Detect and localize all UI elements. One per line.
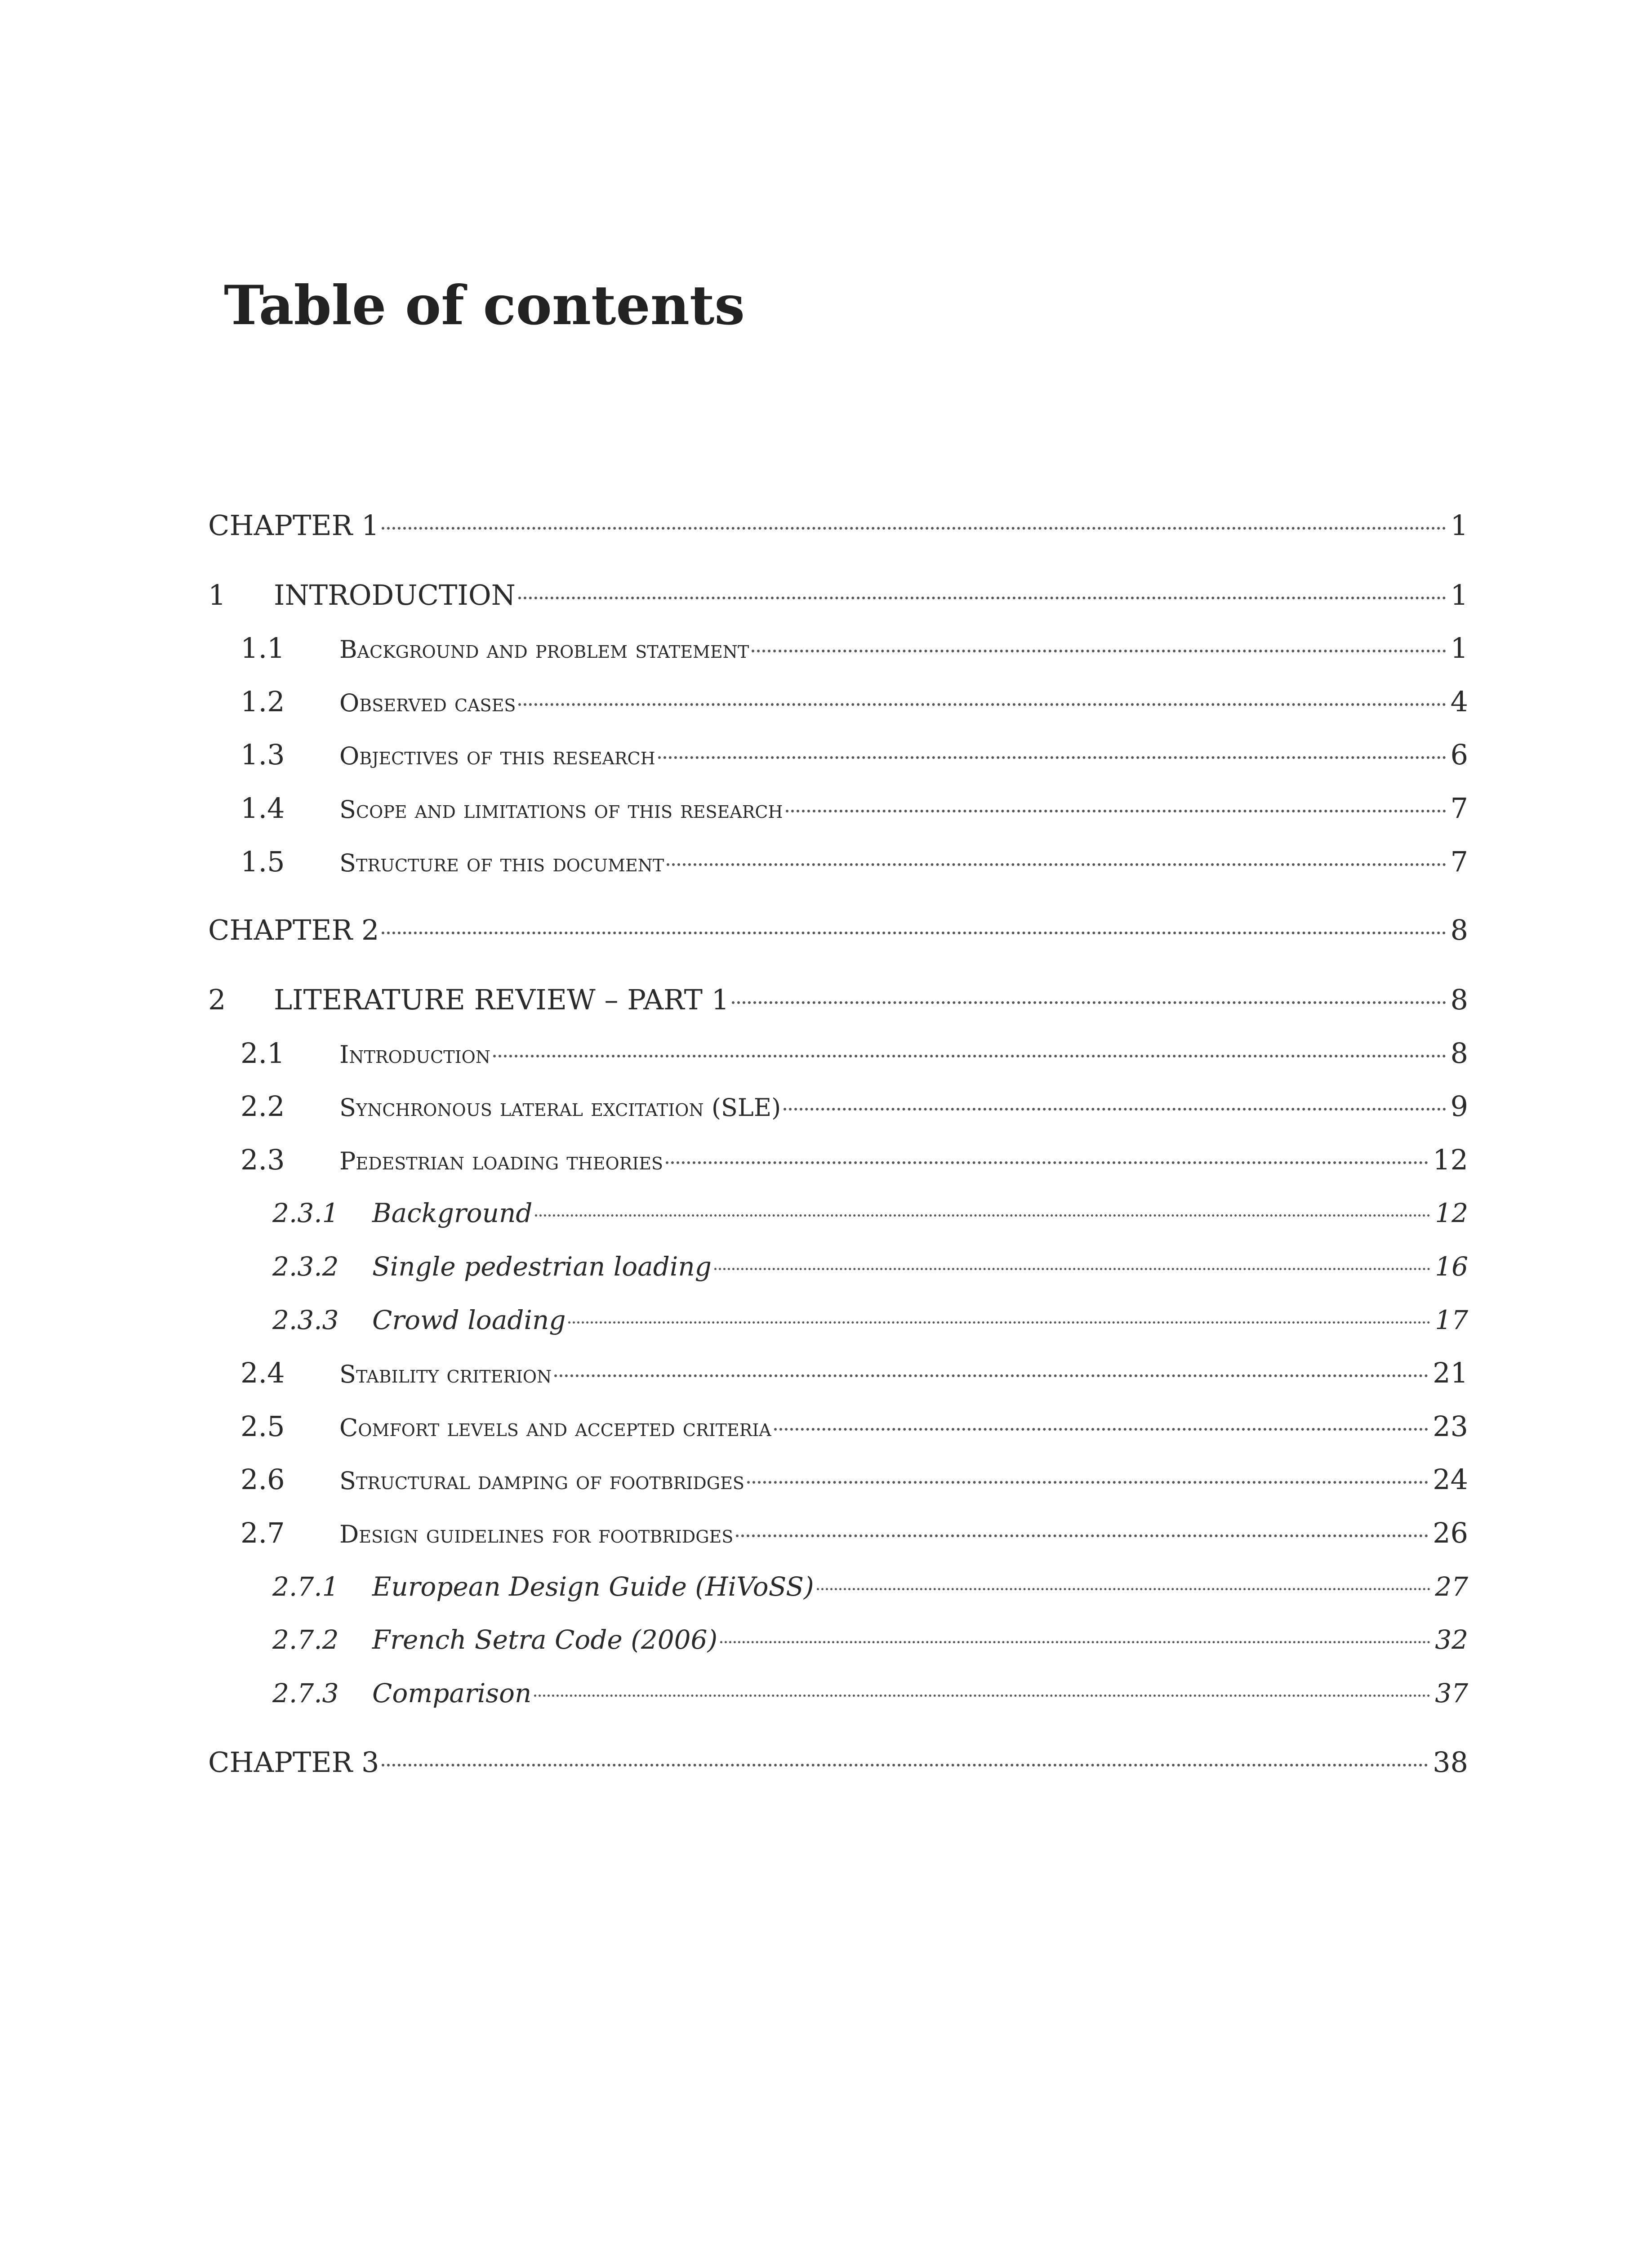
toc-entry-page: 7	[1450, 792, 1468, 825]
dot-leader	[786, 810, 1446, 812]
toc-entry-2-2[interactable]	[240, 1086, 1468, 1127]
toc-entry-title: Objectives of this research	[339, 742, 655, 770]
toc-entry-page: 38	[1433, 1746, 1468, 1779]
dot-leader	[658, 756, 1446, 759]
dot-leader	[752, 650, 1446, 652]
toc-entry-page: 12	[1433, 1143, 1468, 1176]
toc-entry-number: 2.6	[240, 1463, 285, 1496]
toc-entry-title: CHAPTER 3	[208, 1746, 379, 1779]
toc-entry-title: Pedestrian loading theories	[339, 1147, 663, 1175]
toc-entry-number: 2.1	[240, 1037, 285, 1070]
toc-entry-2-3-2[interactable]	[272, 1246, 1468, 1287]
toc-entry-page: 32	[1435, 1624, 1468, 1655]
toc-entry-number: 2.5	[240, 1410, 285, 1443]
dot-leader	[382, 527, 1446, 530]
dot-leader	[534, 1695, 1430, 1697]
toc-entry-number: 1	[208, 579, 226, 611]
dot-leader	[736, 1534, 1428, 1537]
dot-leader	[720, 1641, 1430, 1643]
toc-entry-page: 16	[1435, 1251, 1468, 1282]
toc-entry-title: Structural damping of footbridges	[339, 1467, 744, 1495]
toc-entry-page: 9	[1450, 1090, 1468, 1123]
toc-entry-number: 1.3	[240, 738, 285, 771]
toc-entry-2-1[interactable]	[240, 1033, 1468, 1074]
toc-entry-2-7[interactable]	[240, 1513, 1468, 1553]
toc-entry-page: 26	[1433, 1517, 1468, 1549]
toc-entry-number: 2.7.1	[272, 1571, 339, 1602]
toc-entry-number: 2.3.1	[272, 1198, 339, 1228]
toc-entry-page: 4	[1450, 685, 1468, 718]
toc-entry-page: 21	[1433, 1356, 1468, 1389]
toc-entry-1[interactable]	[208, 575, 1468, 616]
toc-entry-2-3-1[interactable]	[272, 1193, 1468, 1233]
toc-entry-number: 2.4	[240, 1356, 285, 1389]
toc-entry-chapter-1[interactable]	[208, 505, 1468, 546]
dot-leader	[747, 1481, 1428, 1484]
toc-entry-number: 1.5	[240, 845, 285, 878]
toc-entry-title: Introduction	[339, 1040, 491, 1069]
toc-entry-title: LITERATURE REVIEW – PART 1	[274, 983, 730, 1016]
toc-entry-2-5[interactable]	[240, 1406, 1468, 1447]
dot-leader	[667, 863, 1446, 866]
toc-entry-2-6[interactable]	[240, 1459, 1468, 1500]
dot-leader	[535, 1214, 1430, 1217]
toc-entry-number: 1.4	[240, 792, 285, 825]
toc-entry-title: Background and problem statement	[339, 635, 749, 664]
toc-entry-title: Scope and limitations of this research	[339, 795, 783, 824]
dot-leader	[732, 1001, 1446, 1004]
dot-leader	[784, 1108, 1446, 1111]
page-title: Table of contents	[224, 274, 745, 337]
toc-entry-number: 2.7.2	[272, 1624, 339, 1655]
toc-entry-page: 7	[1450, 845, 1468, 878]
toc-entry-page: 23	[1433, 1410, 1468, 1443]
dot-leader	[382, 1764, 1428, 1766]
toc-entry-number: 2.7	[240, 1517, 285, 1549]
dot-leader	[817, 1588, 1431, 1590]
toc-entry-number: 2.7.3	[272, 1678, 339, 1708]
toc-entry-page: 27	[1435, 1571, 1468, 1602]
toc-entry-title: Comfort levels and accepted criteria	[339, 1414, 771, 1442]
dot-leader	[554, 1374, 1428, 1377]
toc-entry-title: Crowd loading	[372, 1305, 566, 1335]
toc-entry-2-7-2[interactable]	[272, 1619, 1468, 1660]
toc-entry-2[interactable]	[208, 980, 1468, 1020]
toc-entry-number: 2.3.3	[272, 1305, 339, 1335]
toc-entry-title: Structure of this document	[339, 849, 664, 877]
dot-leader	[518, 703, 1446, 706]
toc-entry-2-3-3[interactable]	[272, 1300, 1468, 1340]
toc-entry-chapter-2[interactable]	[208, 910, 1468, 950]
dot-leader	[493, 1055, 1446, 1057]
dot-leader	[714, 1268, 1430, 1270]
toc-entry-page: 8	[1450, 983, 1468, 1016]
toc-entry-title: CHAPTER 2	[208, 914, 379, 946]
toc-entry-title: CHAPTER 1	[208, 509, 379, 542]
toc-entry-page: 1	[1450, 509, 1468, 542]
dot-leader	[568, 1321, 1430, 1324]
toc-entry-page: 8	[1450, 1037, 1468, 1070]
toc-entry-page: 1	[1450, 579, 1468, 611]
toc-entry-number: 2.2	[240, 1090, 285, 1123]
toc-entry-title: Background	[372, 1198, 533, 1228]
toc-entry-chapter-3[interactable]	[208, 1742, 1468, 1783]
toc-entry-title: Stability criterion	[339, 1360, 552, 1388]
toc-entry-2-7-1[interactable]	[272, 1566, 1468, 1607]
toc-entry-page: 12	[1435, 1198, 1468, 1228]
toc-entry-title: European Design Guide (HiVoSS)	[372, 1571, 814, 1602]
dot-leader	[382, 932, 1446, 934]
toc-entry-1-4[interactable]	[240, 788, 1468, 829]
dot-leader	[774, 1428, 1428, 1431]
toc-entry-title: Design guidelines for footbridges	[339, 1520, 734, 1548]
toc-entry-1-5[interactable]	[240, 842, 1468, 882]
toc-entry-page: 37	[1435, 1678, 1468, 1708]
toc-entry-number: 2.3.2	[272, 1251, 339, 1282]
toc-entry-number: 2.3	[240, 1143, 285, 1176]
toc-entry-2-3[interactable]	[240, 1140, 1468, 1180]
toc-entry-number: 2	[208, 983, 226, 1016]
dot-leader	[518, 597, 1446, 599]
dot-leader	[666, 1161, 1428, 1164]
toc-entry-number: 1.2	[240, 685, 285, 718]
toc-entry-title: Single pedestrian loading	[372, 1251, 712, 1282]
toc-entry-title: Synchronous lateral excitation (SLE)	[339, 1093, 781, 1122]
toc-entry-title: Observed cases	[339, 689, 516, 717]
toc-entry-title: Comparison	[372, 1678, 532, 1708]
toc-entry-page: 1	[1450, 632, 1468, 665]
toc-entry-title: INTRODUCTION	[274, 579, 516, 611]
toc-entry-number: 1.1	[240, 632, 285, 665]
toc-entry-1-2[interactable]	[240, 682, 1468, 722]
toc-entry-2-4[interactable]	[240, 1353, 1468, 1393]
toc-entry-2-7-3[interactable]	[272, 1673, 1468, 1713]
toc-entry-1-3[interactable]	[240, 735, 1468, 775]
toc-entry-page: 6	[1450, 738, 1468, 771]
toc-entry-title: French Setra Code (2006)	[372, 1624, 718, 1655]
toc-entry-1-1[interactable]	[240, 628, 1468, 669]
toc-entry-page: 24	[1433, 1463, 1468, 1496]
toc-entry-page: 8	[1450, 914, 1468, 946]
toc-entry-page: 17	[1435, 1305, 1468, 1335]
